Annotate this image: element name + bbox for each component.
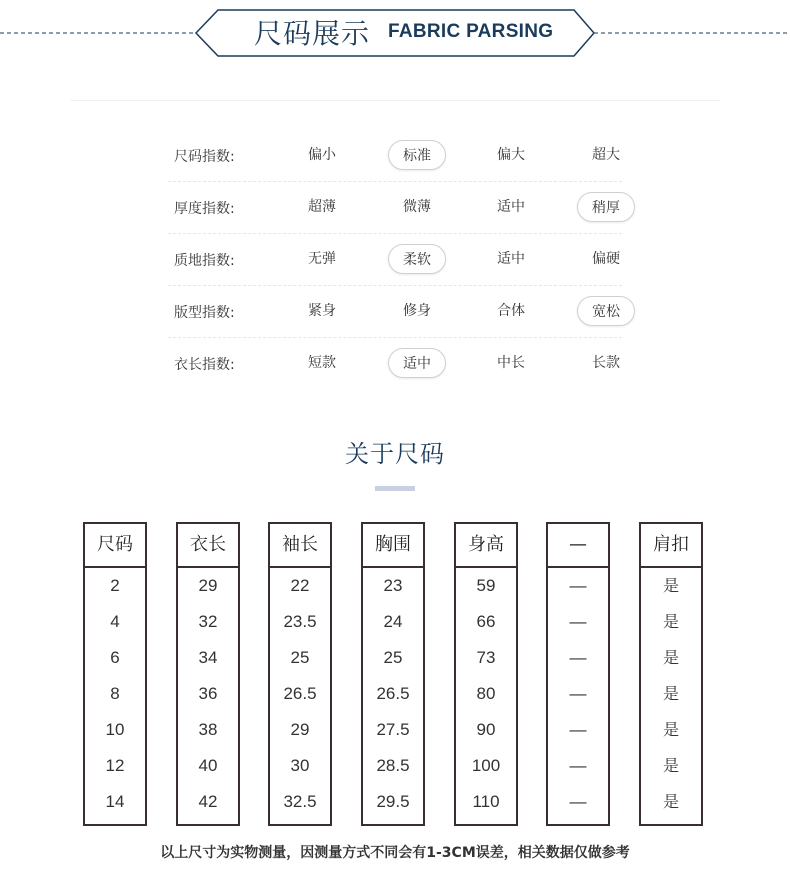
index-option-selected: 适中 bbox=[388, 348, 446, 378]
index-row-texture bbox=[168, 234, 622, 286]
index-option: 无弹 bbox=[308, 251, 336, 267]
banner-title-en: FABRIC PARSING bbox=[388, 21, 554, 42]
table-cell: 110 bbox=[472, 792, 500, 811]
table-cell: 24 bbox=[383, 612, 403, 631]
index-label: 质地指数: bbox=[174, 253, 235, 269]
index-option: 长款 bbox=[592, 355, 620, 371]
table-cell: — bbox=[569, 756, 587, 775]
table-cell: 12 bbox=[105, 756, 125, 775]
table-cell: 66 bbox=[476, 612, 496, 631]
table-cell: 25 bbox=[290, 648, 310, 667]
table-cell: 是 bbox=[662, 756, 679, 775]
table-cell: — bbox=[569, 792, 587, 811]
table-cell: 30 bbox=[290, 756, 310, 775]
column-header: 尺码 bbox=[85, 524, 145, 568]
index-option: 偏小 bbox=[308, 147, 336, 163]
top-divider bbox=[70, 100, 720, 101]
column-header: 肩扣 bbox=[641, 524, 701, 568]
banner-title-cn: 尺码展示 bbox=[254, 17, 371, 50]
index-row-thickness bbox=[168, 182, 622, 234]
size-column bbox=[83, 522, 147, 826]
table-cell: 28.5 bbox=[376, 756, 410, 775]
table-cell: 32.5 bbox=[283, 792, 317, 811]
table-cell: 是 bbox=[662, 648, 679, 667]
table-cell: 22 bbox=[290, 576, 310, 595]
blank-column bbox=[546, 522, 610, 826]
index-option: 短款 bbox=[308, 355, 336, 371]
sleeve-column bbox=[268, 522, 332, 826]
index-option: 修身 bbox=[403, 303, 431, 319]
index-label: 版型指数: bbox=[174, 305, 235, 321]
table-cell: — bbox=[569, 576, 587, 595]
table-cell: 32 bbox=[198, 612, 218, 631]
section-underline bbox=[375, 486, 415, 491]
table-cell: 40 bbox=[198, 756, 218, 775]
table-cell: 8 bbox=[110, 684, 120, 703]
chest-column bbox=[361, 522, 425, 826]
column-header: — bbox=[548, 524, 608, 568]
table-cell: 29 bbox=[198, 576, 218, 595]
table-cell: — bbox=[569, 684, 587, 703]
index-label: 尺码指数: bbox=[174, 149, 235, 165]
table-cell: 100 bbox=[471, 756, 501, 775]
column-header: 袖长 bbox=[270, 524, 330, 568]
table-cell: 42 bbox=[198, 792, 218, 811]
table-cell: 是 bbox=[662, 792, 679, 811]
table-cell: — bbox=[569, 648, 587, 667]
table-cell: 23 bbox=[383, 576, 403, 595]
index-label: 衣长指数: bbox=[174, 357, 235, 373]
section-title: 关于尺码 bbox=[345, 440, 445, 468]
index-option-selected: 柔软 bbox=[388, 244, 446, 274]
index-option: 微薄 bbox=[403, 199, 431, 215]
index-label: 厚度指数: bbox=[174, 201, 235, 217]
index-option: 超大 bbox=[592, 147, 620, 163]
index-option-selected: 稍厚 bbox=[577, 192, 635, 222]
table-cell: 36 bbox=[198, 684, 218, 703]
index-row-length bbox=[168, 338, 622, 389]
table-cell: 59 bbox=[476, 576, 496, 595]
table-cell: 6 bbox=[110, 648, 120, 667]
shoulder-button-column bbox=[639, 522, 703, 826]
index-option: 偏大 bbox=[497, 147, 525, 163]
table-cell: 是 bbox=[662, 684, 679, 703]
table-cell: 26.5 bbox=[283, 684, 317, 703]
table-cell: 34 bbox=[198, 648, 218, 667]
height-column bbox=[454, 522, 518, 826]
table-cell: 29.5 bbox=[376, 792, 410, 811]
table-cell: — bbox=[569, 720, 587, 739]
table-cell: 是 bbox=[662, 612, 679, 631]
table-cell: 是 bbox=[662, 576, 679, 595]
index-option: 中长 bbox=[497, 355, 525, 371]
measurement-footnote: 以上尺寸为实物测量，因测量方式不同会有1-3CM误差，相关数据仅做参考 bbox=[160, 845, 630, 861]
index-option: 紧身 bbox=[308, 303, 336, 319]
table-cell: 29 bbox=[290, 720, 310, 739]
index-option: 合体 bbox=[497, 303, 525, 319]
index-panel bbox=[168, 130, 622, 389]
column-header: 胸围 bbox=[363, 524, 423, 568]
table-cell: 27.5 bbox=[376, 720, 410, 739]
index-option-selected: 宽松 bbox=[577, 296, 635, 326]
column-header: 衣长 bbox=[178, 524, 238, 568]
index-row-size bbox=[168, 130, 622, 182]
table-cell: 是 bbox=[662, 720, 679, 739]
index-option-selected: 标准 bbox=[388, 140, 446, 170]
index-option: 偏硬 bbox=[592, 251, 620, 267]
header-banner bbox=[0, 0, 790, 66]
table-cell: 25 bbox=[383, 648, 403, 667]
table-cell: 14 bbox=[105, 792, 125, 811]
table-cell: 90 bbox=[476, 720, 496, 739]
table-cell: 2 bbox=[110, 576, 120, 595]
table-cell: 4 bbox=[110, 612, 120, 631]
table-cell: — bbox=[569, 612, 587, 631]
length-column bbox=[176, 522, 240, 826]
index-option: 适中 bbox=[497, 199, 525, 215]
index-option: 超薄 bbox=[308, 199, 336, 215]
table-cell: 26.5 bbox=[376, 684, 410, 703]
table-cell: 73 bbox=[476, 648, 496, 667]
index-option: 适中 bbox=[497, 251, 525, 267]
table-cell: 80 bbox=[476, 684, 496, 703]
table-cell: 38 bbox=[198, 720, 218, 739]
table-cell: 10 bbox=[105, 720, 125, 739]
column-header: 身高 bbox=[456, 524, 516, 568]
table-cell: 23.5 bbox=[283, 612, 317, 631]
index-row-fit bbox=[168, 286, 622, 338]
